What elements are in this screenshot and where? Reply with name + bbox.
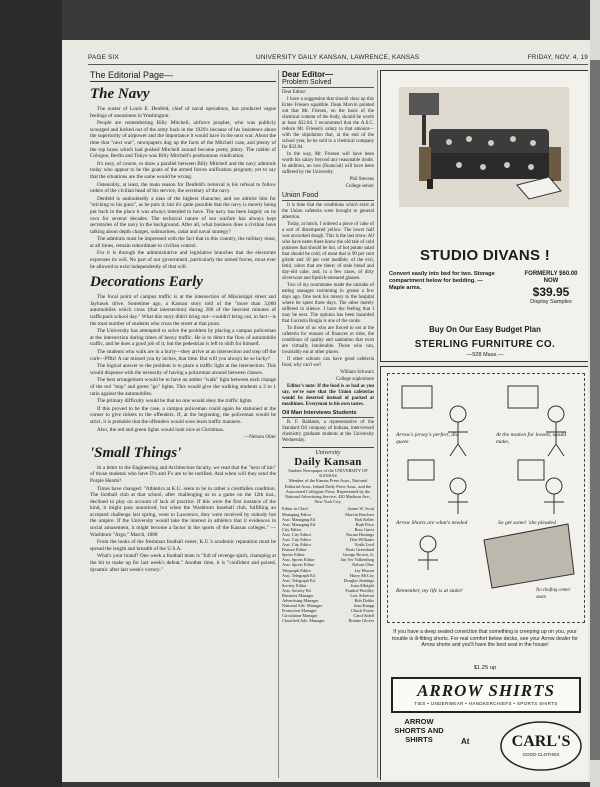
letter-subtitle: Problem Solved: [282, 79, 374, 88]
page-number: PAGE SIX: [88, 54, 119, 61]
staff-person: Joan Albright: [350, 582, 374, 588]
staff-person: Marvin Borchert: [345, 511, 374, 517]
newspaper-page: [62, 40, 590, 782]
paragraph: The University has attempted to solve the problem by placing a campus policeman at the intersection during times of heavy traffic. He is to direct the flow of automobile traffic, and he does a good job of it, but the pedestrian is left to shift for himself.: [90, 328, 276, 348]
cartoon-caption: No chafing center seam: [536, 588, 571, 600]
letter-subtitle: Union Food: [282, 192, 374, 201]
staff-role: Asst. Managing Ed.: [282, 521, 317, 527]
staff-role: National Adv. Manager: [282, 603, 323, 609]
staff-person: Bob Keller: [355, 516, 374, 522]
cartoon-caption: At the motion for lowest, would make,: [496, 432, 567, 445]
staff-role: Society Editor: [282, 582, 307, 588]
staff-person: Bob Dobbs: [354, 598, 374, 604]
staff-person: Jan Ver Valkenburg: [340, 557, 374, 563]
staff-person: Chuck Foster: [350, 608, 374, 614]
paragraph: The focal point of campus traffic is at the intersection of Mississippi street and Jayhawk drive. Sometime ago, a Kansan story told of the "more than 3,000 automobiles which cross (that intersection) during 200 of the heaviest minutes of trafficpack school day." What this story didn't bring out—couldn't bring out, in fact—is the total number of students who cross the street at that point.: [90, 294, 276, 327]
carls-logo: [499, 719, 583, 773]
paragraph: Denfeld is undoubtedly a man of the highest character, and we admire him for "sticking to his guns", as he puts it; but it's quite possible that the navy is merely being put back in the place it was always intended to have. The navy has been largely on its own for several decades. The technical nature of sea warfare has always kept secretaries of the navy in the background. After all, what business does a civilian have talking about depth charges, submarines, radar and naval strategy?: [90, 195, 276, 235]
page-header: [88, 54, 588, 65]
staff-person: Don Williams: [350, 536, 374, 542]
brand-name: ARROW SHIRTS: [417, 681, 555, 700]
paragraph: The admirals must be impressed with the fact that in this country, the military must, at all times, remain subordinate to civilian control.: [90, 236, 276, 249]
paragraph: The ouster of Louis E. Denfeld, chief of naval operations, has produced vague feelings of uneasiness in Washington.: [90, 106, 276, 119]
staff-person: Jay Hixson: [354, 567, 374, 573]
paragraph: In the way, Mr. Friesen will have been worth his salary beyond any reasonable doubt. In addition, no loss (financial) will have been suffered by the University.: [282, 152, 374, 175]
paragraph: Also, the red and green lights would look nice at Christmas.: [97, 426, 225, 433]
staff-role: Asst. City Editor: [282, 536, 312, 542]
ad-price-block: [519, 271, 583, 306]
store-name: STERLING FURNITURE CO.: [414, 339, 556, 350]
paragraph: In a letter to the Engineering and Architecture faculty, we read that the "next of kin" of those students who have D's and F's are to be notified. And when will they send the Purple Hearts?: [90, 464, 276, 484]
paragraph: People are remembering Billy Mitchell, airforce prophet, who was publicly scourged and kicked out of the army back in the 1920's because of his insistence about the superiority of airpower and the importance it would have in the next war. About the time that "next war", newspapers dug up the facts of the Mitchell case, and plenty of the top brass which had pushed Mitchell around became pretty jittery. The rubble of Cologne, Berlin and Tokyo was Billy Mitchell's posthumous vindication.: [90, 120, 276, 160]
staff-role: Asst. City Editor: [282, 531, 312, 537]
staff-person: Keith Lord: [355, 542, 374, 548]
paragraph: It's easy, of course, to draw a parallel between Billy Mitchell and the navy admirals today who appear to be the goats of the armed forces unification program; yet to say that the situations are the same would be wrong.: [90, 160, 276, 180]
masthead-university: University: [315, 450, 341, 456]
staff-role: Feature Editor: [282, 547, 307, 553]
sale-price: $39.95: [532, 285, 570, 299]
staff-role: Business Manager: [282, 593, 314, 599]
paper-title: UNIVERSITY DAILY KANSAN, LAWRENCE, KANSAS: [256, 54, 420, 61]
staff-role: Asst. Sports Editor: [282, 562, 315, 568]
paragraph: If other schools can have good cafeteria food, why can't we?: [282, 357, 374, 368]
issue-date: FRIDAY, NOV. 4, 19: [527, 54, 588, 61]
ad-bottom-text: ARROW SHORTS AND SHIRTS: [394, 717, 444, 744]
adjacent-page-shadow: [590, 60, 600, 760]
staff-role: Asst. City Editor: [282, 542, 312, 548]
news-subtitle: Oil Man Interviews Students: [282, 410, 374, 418]
divan-illustration: [399, 87, 569, 207]
staff-person: George Brown, Jr.: [342, 552, 374, 558]
staff-person: Harry McCoy: [350, 572, 374, 578]
budget-plan: Buy On Our Easy Budget Plan: [429, 325, 541, 334]
store-name: CARL'S: [511, 733, 571, 750]
paragraph: Ostensibly, at least, the main reason for Denfeld's removal is his refusal to follow orders of the civilian head of his service, the secretary of the navy.: [90, 181, 276, 195]
ship-window-icon: [518, 460, 544, 480]
staff-role: Asst. Sports Editor: [282, 557, 315, 563]
staff-role: Promotion Manager: [282, 608, 317, 614]
lamp-shade-icon: [409, 93, 439, 115]
ad-headline: STUDIO DIVANS !: [419, 247, 551, 264]
staff-person: Douglas Jennings: [343, 577, 374, 583]
masthead-line: Member of the Kansas Press Assn., National Editorial Assn., Inland Daily Press Assn., and the Associated Collegiate Press. Represented by the National Advertising Service, 420 Madison Ave., New York City.: [284, 478, 372, 505]
ship-window-icon: [508, 386, 538, 408]
staff-role: Asst. Managing Ed.: [282, 516, 317, 522]
masthead: [282, 447, 374, 624]
paragraph: It is time that the conditions which exist at the Union cafeteria were brought to general attention.: [282, 203, 374, 220]
paragraph: I have a suggestion that should clear up this Ernie Friesen squabble. Dean Marvin pointed out that Mr. Friesen, on the basis of the chemical content of the body, should be worth at least $32.84. I recommend that the A.S.C. reduce Mr. Friesen's salary to that amount—with the stipulation that, at the end of the school year, he be sold to a chemical company for $32.84.: [282, 97, 374, 150]
column-rule: [377, 70, 378, 778]
display-samples: Display Samples: [530, 299, 572, 305]
arrow-shirts-ad: [380, 366, 588, 780]
arrow-logo-box: [391, 677, 581, 713]
paragraph: If this proved to be the case, a campus policeman could again be stationed at the corner to give tickets to the offenders. If, at the beginning, the policeman would be strict, it is probable that the offenders would soon learn traffic manners.: [90, 405, 276, 425]
staff-person: Nelson Ober: [352, 562, 374, 568]
paragraph: What's your brand? One week a football team is "full of revenge spirit, champing at the bit to make up for last week's defeat." Another time, it is "confident and poised, dynamic after last week's victory.": [90, 553, 276, 573]
staff-person: Carol Sidell: [353, 613, 374, 619]
cartoon-caption: Arrow Shorts are what's needed: [396, 520, 468, 526]
scan-left-margin: [0, 0, 62, 787]
cartoon-caption: Remember, my life is at stake!: [396, 588, 463, 594]
article-title: The Navy: [90, 86, 150, 102]
staff-role: Asst. Telegraph Ed.: [282, 577, 316, 583]
byline: —Nelson Ober: [243, 434, 276, 441]
staff-row: [282, 618, 374, 623]
article-title: Decorations Early: [90, 274, 203, 291]
store-tagline: GOOD CLOTHES: [522, 752, 560, 757]
cartoon-caption: Arrow's jersey's perfect, did quote: [396, 432, 459, 445]
sterling-furniture-ad: [380, 70, 588, 362]
letters-column: [282, 70, 374, 780]
staff-person: Frankie Woolley: [345, 587, 374, 593]
letters-title: Dear Editor—: [282, 70, 334, 79]
paragraph: To those of us who are forced to eat at the cafeteria for reasons of finances or time, the conditions of quality and sanitation that exist are virtually intolerable. Those who can, invariably eat at other places.: [282, 326, 374, 355]
staff-person: James W. Scott: [347, 506, 374, 512]
paragraph: R. F. Baldaste, a representative of the Standard Oil company of Indiana, interviewed chemistry graduate students at the University Wednesday.: [282, 420, 374, 443]
paragraph: The primary difficulty would be that no one would obey the traffic lights.: [97, 398, 253, 405]
editorial-decorations: [90, 274, 276, 440]
ad-at: At: [461, 737, 470, 746]
letter-signature: Phil Stevens: [349, 177, 374, 182]
editorial-small-things: [90, 445, 276, 574]
ship-window-icon: [402, 386, 432, 408]
masthead-line: Student Newspaper of the UNIVERSITY OF KANSAS: [288, 468, 368, 479]
section-title: The Editorial Page—: [90, 70, 276, 82]
staff-role: Managing Editor: [282, 511, 312, 517]
staff-role: Telegraph Editor: [282, 567, 311, 573]
ship-window-icon: [408, 460, 434, 480]
paragraph: The logical answer to the problem is to place a traffic light at the intersection. This would dispense with the necessity of having a policeman around between classes.: [90, 363, 276, 376]
staff-person: Jean Knapp: [353, 603, 374, 609]
cartoon-caption: So get some! 'she pleaded: [498, 520, 556, 526]
ad-copy: Convert easily into bed for two. Storage compartment below for bedding. — Maple arms.: [389, 271, 495, 291]
staff-role: Classified Adv. Manager: [282, 618, 325, 624]
staff-role: Asst. Society Ed.: [282, 587, 312, 593]
cartoon-panel: [387, 373, 585, 623]
now-label: NOW: [543, 278, 559, 284]
shorts-illustration: [484, 524, 574, 588]
paragraph: Today, at lunch, I ordered a piece of cake of a sort of distempered yellow. The lower half was uncooked dough. This is the last straw. All who have eaten there know the old tale of cold potatoes that should be hot, of hot potato salad that should be cold; of meat that is 90 per cent gristle and 10 per cent inedible; of the evil, fetid, odors that are there; of stale bread and day-old cake; and, in a few cases, of dirty silverware and lipstick-smeared glasses.: [282, 222, 374, 281]
staff-person: Russ Guest: [354, 526, 374, 532]
ads-column: [380, 70, 588, 780]
paragraph: From the looks of the freshman football roster, K.U.'s academic reputation must be spread the length and breadth of the U.S.A.: [90, 539, 276, 552]
letter-signature-role: College sophomore: [335, 377, 374, 382]
staff-person: Ruth Price: [355, 521, 374, 527]
paragraph: Two of my roommates made the mistake of eating sausages swimming in grease a few days ago. One took his misery to the hospital where he spent three days. The other merely suffered in silence. I have the feeling that I may be next. The opinion has been hazarded that Lucrezia Borgia is one of the cooks.: [282, 283, 374, 324]
editorial-navy: [90, 86, 276, 270]
paragraph: Times have changed: "Athletics at K.U. seem to be in rather a crestfallen condition. The football club at that school, after challenging us to a game on the 12th inst., declined to play on account of lack of practice. If this were the first instance of the kind, it might pass unnoticed, but when the Washburn baseball club, fulfilling an accepted challenge last spring, went to Lawrence, they were received by nobody but the umpire. If the University would take the interest in athletics that it evidences in social amusement, it might become a factor in the sports of the Kansas colleges." —Washburn "Argo," March, 1888: [90, 485, 276, 538]
staff-list: [282, 506, 374, 623]
ad-copy: If you have a deep seated conviction that something is creeping up on you, your trouble is ill-fitting shorts. For real comfort below decks, see your Arrow dealer for Arrow shorts and you'll have the best seat in the house!: [392, 629, 578, 649]
staff-person: Norma Hastings: [345, 531, 374, 537]
brand-tagline: TIES • UNDERWEAR • HANDKERCHIEFS • SPORTS SHIRTS: [414, 701, 558, 706]
staff-role: Advertising Manager: [282, 598, 319, 604]
salutation: Dear Editor:: [282, 90, 307, 95]
column-rule: [278, 70, 279, 778]
staff-person: Lew Schetton: [350, 593, 374, 599]
letter-signature: William Schwarz: [340, 370, 374, 375]
editors-note: Editor's note: If the food is as bad as you say, we're sure that the Union cafeterias would be deserted instead of packed at mealtimes. Everyman to his own tastes.: [282, 384, 374, 407]
staff-role: City Editor: [282, 526, 302, 532]
staff-role: Asst. Telegraph Ed.: [282, 572, 316, 578]
former-price: FORMERLY $60.00: [524, 271, 578, 277]
cartoon-illustration: [388, 374, 584, 622]
editorial-column: [90, 70, 276, 780]
staff-person: Bonnie Glover: [348, 618, 374, 624]
store-address: —928 Mass.—: [466, 352, 504, 358]
staff-person: Doris Greenland: [345, 547, 374, 553]
letter-signature-role: College senior: [345, 184, 374, 189]
staff-role: Circulation Manager: [282, 613, 318, 619]
staff-role: Editor in Chief: [282, 506, 308, 512]
paragraph: For it is through the administrative and legislative branches that the electorate expresses its will. No part of our government, particularly the armed forces, must ever be allowed to exist independently of that will.: [90, 250, 276, 270]
paragraph: The students who walk are in a hurry—they arrive at an intersection and step off the curb—Pfftz! A car missed you by inches, that time. But will you always be so lucky?: [90, 349, 276, 362]
staff-role: Sports Editor: [282, 552, 305, 558]
paragraph: The best arrangement would be to have an amber "walk" light between each change of the red "stop" and green "go" lights. This would give the walking students a 2 to 1 ratio against the automobiles.: [90, 377, 276, 397]
article-title: 'Small Things': [90, 444, 182, 461]
ad-price: $1.25 up: [473, 665, 497, 671]
masthead-logo: Daily Kansan: [294, 456, 362, 468]
